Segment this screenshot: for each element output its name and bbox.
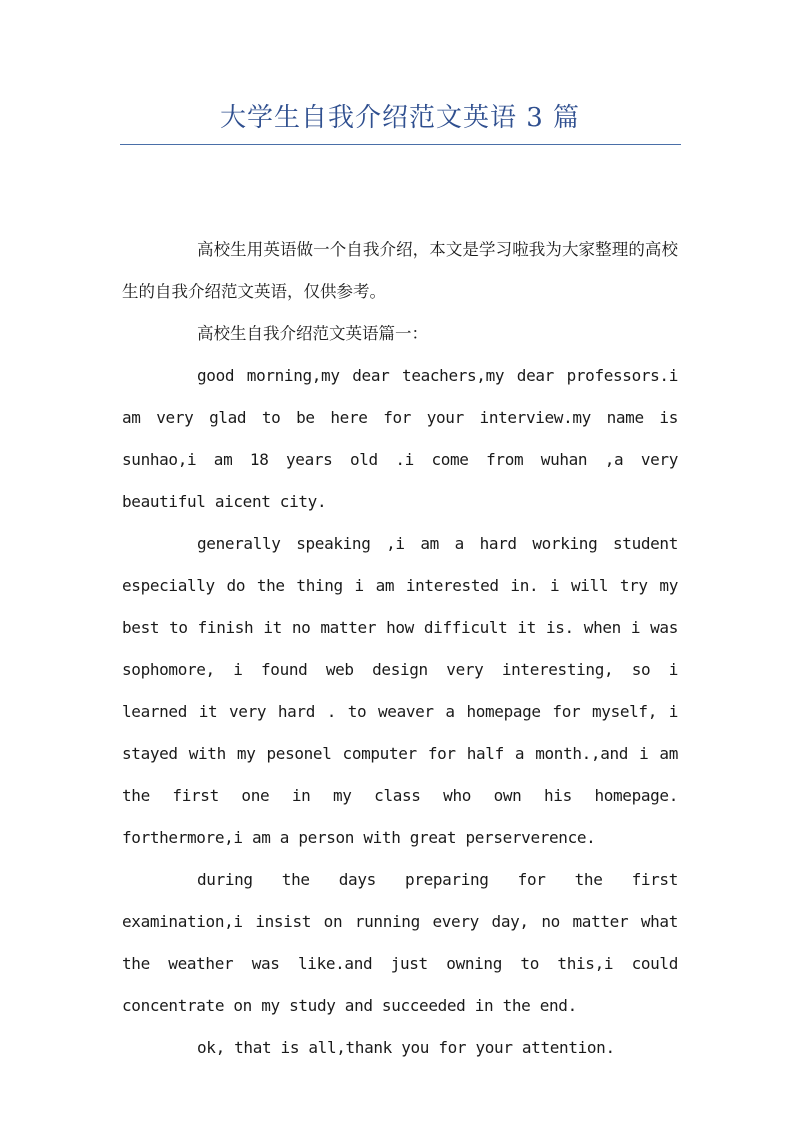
document-title: 大学生自我介绍范文英语 3 篇 bbox=[219, 103, 581, 133]
body-paragraph-closing: ok, that is all,thank you for your attention. bbox=[197, 1038, 615, 1057]
body-paragraph-greeting: good morning,my dear teachers,my dear professors.i am very glad to be here for your interview.my name is sunhao,i am 18 years old .i come from wuhan ,a very beautiful aicent city. bbox=[122, 366, 678, 511]
section-heading: 高校生自我介绍范文英语篇一： bbox=[197, 324, 428, 343]
body-paragraph-personality: generally speaking ,i am a hard working student especially do the thing i am interested in. i will try my best to finish it no matter how difficult it is. when i was sophomore, i found web design very interesting, so i learned it very hard . to weaver a homepage for myself, i stayed with my pesonel computer for half a month.,and i am the first one in my class who own his homepage. forthermore,i am a person with great perserverence. bbox=[122, 534, 678, 847]
intro-paragraph: 高校生用英语做一个自我介绍，本文是学习啦我为大家整理的高校生的自我介绍范文英语，仅供参考。 bbox=[122, 240, 678, 301]
body-paragraph-examination: during the days preparing for the first examination,i insist on running every day, no matter what the weather was like.and just owning to this,i could concentrate on my study and succeeded in the end. bbox=[122, 870, 678, 1015]
title-underline bbox=[120, 144, 681, 145]
document-body bbox=[122, 229, 678, 1069]
